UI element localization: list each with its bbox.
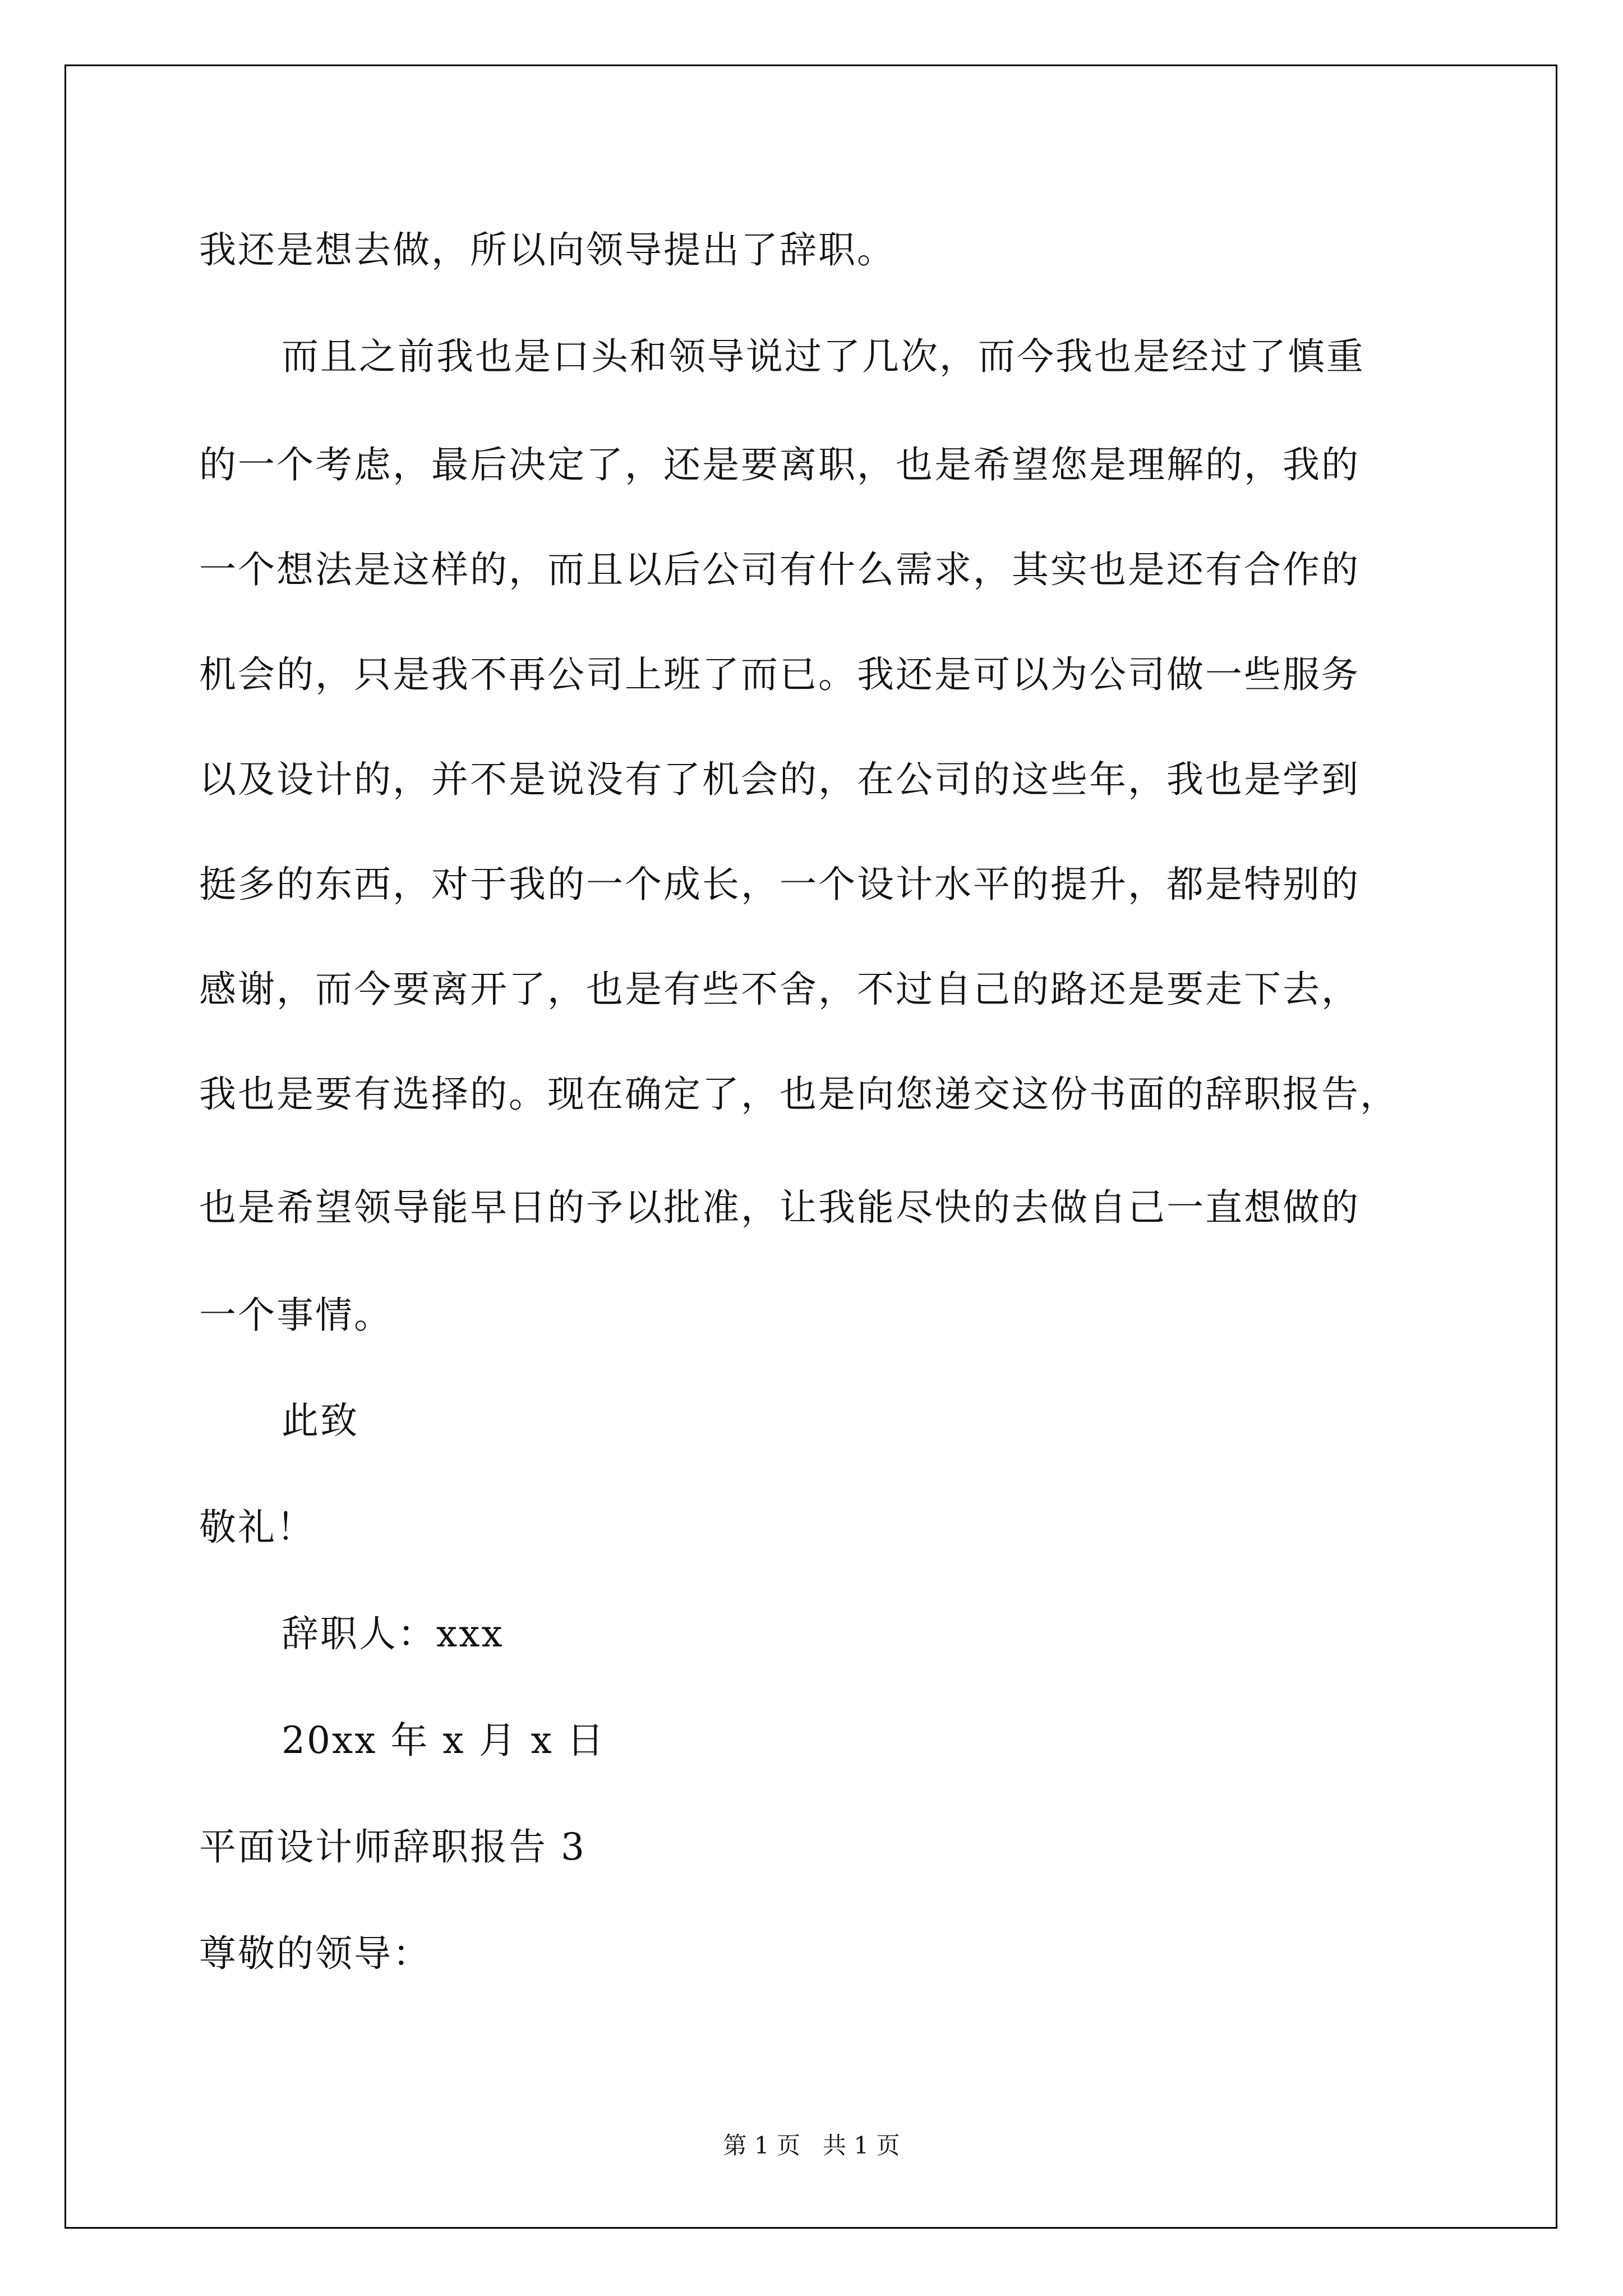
paragraph-line-9: 我也是要有选择的。现在确定了，也是向您递交这份书面的辞职报告， xyxy=(199,1073,1399,1116)
paragraph-line-5: 机会的，只是我不再公司上班了而已。我还是可以为公司做一些服务 xyxy=(199,653,1360,696)
paragraph-line-11: 一个事情。 xyxy=(199,1294,393,1337)
greeting-text: 尊敬的领导： xyxy=(199,1932,431,1975)
paragraph-line-3: 的一个考虑，最后决定了，还是要离职，也是希望您是理解的，我的 xyxy=(199,443,1360,486)
paragraph-line-1: 我还是想去做，所以向领导提出了辞职。 xyxy=(199,228,896,272)
paragraph-line-4: 一个想法是这样的，而且以后公司有什么需求，其实也是还有合作的 xyxy=(199,548,1360,591)
page-border xyxy=(64,65,1557,2229)
paragraph-line-8: 感谢，而今要离开了，也是有些不舍，不过自己的路还是要走下去， xyxy=(199,968,1360,1011)
salute-text: 敬礼！ xyxy=(199,1506,315,1549)
paragraph-line-6: 以及设计的，并不是说没有了机会的，在公司的这些年，我也是学到 xyxy=(199,758,1360,801)
paragraph-line-10: 也是希望领导能早日的予以批准，让我能尽快的去做自己一直想做的 xyxy=(199,1186,1360,1229)
page-number: 第 1 页 共 1 页 xyxy=(723,2132,900,2159)
paragraph-line-7: 挺多的东西，对于我的一个成长，一个设计水平的提升，都是特别的 xyxy=(199,863,1360,906)
paragraph-line-2: 而且之前我也是口头和领导说过了几次，而今我也是经过了慎重 xyxy=(282,335,1365,378)
signature-text: 辞职人：xxx xyxy=(282,1612,504,1655)
section-title: 平面设计师辞职报告 3 xyxy=(199,1825,586,1869)
date-text: 20xx 年 x 月 x 日 xyxy=(282,1719,606,1762)
closing-text: 此致 xyxy=(282,1399,359,1442)
